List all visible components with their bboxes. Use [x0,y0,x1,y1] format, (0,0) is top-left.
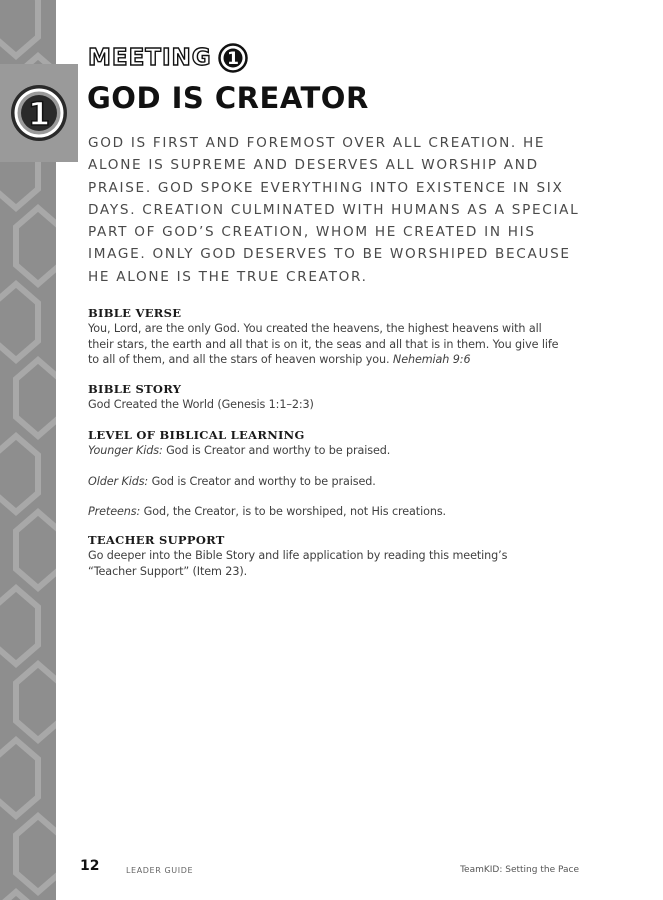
badge-number: 1 [27,95,51,133]
bible-verse-line: to all of them, and all the stars of heaven worship you. [88,353,390,366]
hexagon-shape [0,436,38,512]
older-kids-description: God is Creator and worthy to be praised. [148,474,376,488]
meeting-badge-panel [0,64,78,162]
footer-book-title: TeamKID: Setting the Pace [460,865,579,875]
intro-line: GOD IS FIRST AND FOREMOST OVER ALL CREATION. HE [88,135,546,151]
intro-line: ALONE IS SUPREME AND DESERVES ALL WORSHIP AND [88,157,539,174]
page-title: GOD IS CREATOR [87,81,369,115]
younger-kids-description: God is Creator and worthy to be praised. [162,444,391,457]
meeting-label-text: MEETING [88,45,212,71]
meeting-number: 1 [226,49,239,69]
older-kids-text [88,474,588,490]
hexagon-shape [16,208,56,284]
intro-line: PRAISE. GOD SPOKE EVERYTHING INTO EXISTENCE IN SIX [88,179,564,196]
younger-kids-text [88,443,588,459]
bible-verse-heading: BIBLE VERSE [88,306,182,320]
intro-line: DAYS. CREATION CULMINATED WITH HUMANS AS A SPECIAL [88,201,580,218]
meeting-label [88,43,248,73]
learning-heading: LEVEL OF BIBLICAL LEARNING [88,428,305,442]
intro-paragraph [88,132,608,288]
bible-verse-section [88,306,588,368]
preteens-label: Preteens: [88,505,141,518]
hexagon-shape [16,360,56,436]
bible-story-heading: BIBLE STORY [88,382,182,396]
page-number: 12 [80,858,100,874]
teacher-support-line: Go deeper into the Bible Story and life application by reading this meeting’s [88,549,508,562]
intro-line: PART OF GOD’S CREATION, WHOM HE CREATED IN HIS [88,224,536,241]
hexagon-shape [0,0,38,56]
teacher-support-heading: TEACHER SUPPORT [88,533,225,547]
older-kids-label: Older Kids: [88,474,149,488]
meeting-number-badge-icon [0,64,78,162]
learning-section [88,428,588,520]
intro-line: HE ALONE IS THE TRUE CREATOR. [88,268,368,285]
bible-verse-reference: Nehemiah 9:6 [392,353,471,366]
hexagon-shape [16,816,56,892]
bible-story-section [88,382,588,413]
bible-verse-line: You, Lord, are the only God. You created the heavens, the highest heavens with all [88,322,542,335]
bible-verse-text [88,321,588,368]
hexagon-shape [0,588,38,664]
hexagon-shape [16,512,56,588]
bible-verse-line-last [88,352,588,368]
bible-verse-line: their stars, the earth and all that is on it, the seas and all that is in them. You give life [88,337,559,351]
teacher-support-line: “Teacher Support” (Item 23). [88,564,248,578]
teacher-support-section [88,533,588,579]
teacher-support-text [88,548,588,579]
footer-guide-label: LEADER GUIDE [126,866,194,875]
preteens-text [88,504,588,520]
bible-story-text: God Created the World (Genesis 1:1–2:3) [88,398,314,411]
hexagon-shape [0,284,38,360]
intro-line: IMAGE. ONLY GOD DESERVES TO BE WORSHIPED BECAUSE [88,246,571,263]
hexagon-shape [16,664,56,740]
hexagon-shape [0,740,38,816]
preteens-description: God, the Creator, is to be worshiped, not His creations. [140,505,447,518]
hexagon-shape [0,892,38,900]
younger-kids-label: Younger Kids: [88,444,163,457]
meeting-number-circle-icon [218,43,248,73]
